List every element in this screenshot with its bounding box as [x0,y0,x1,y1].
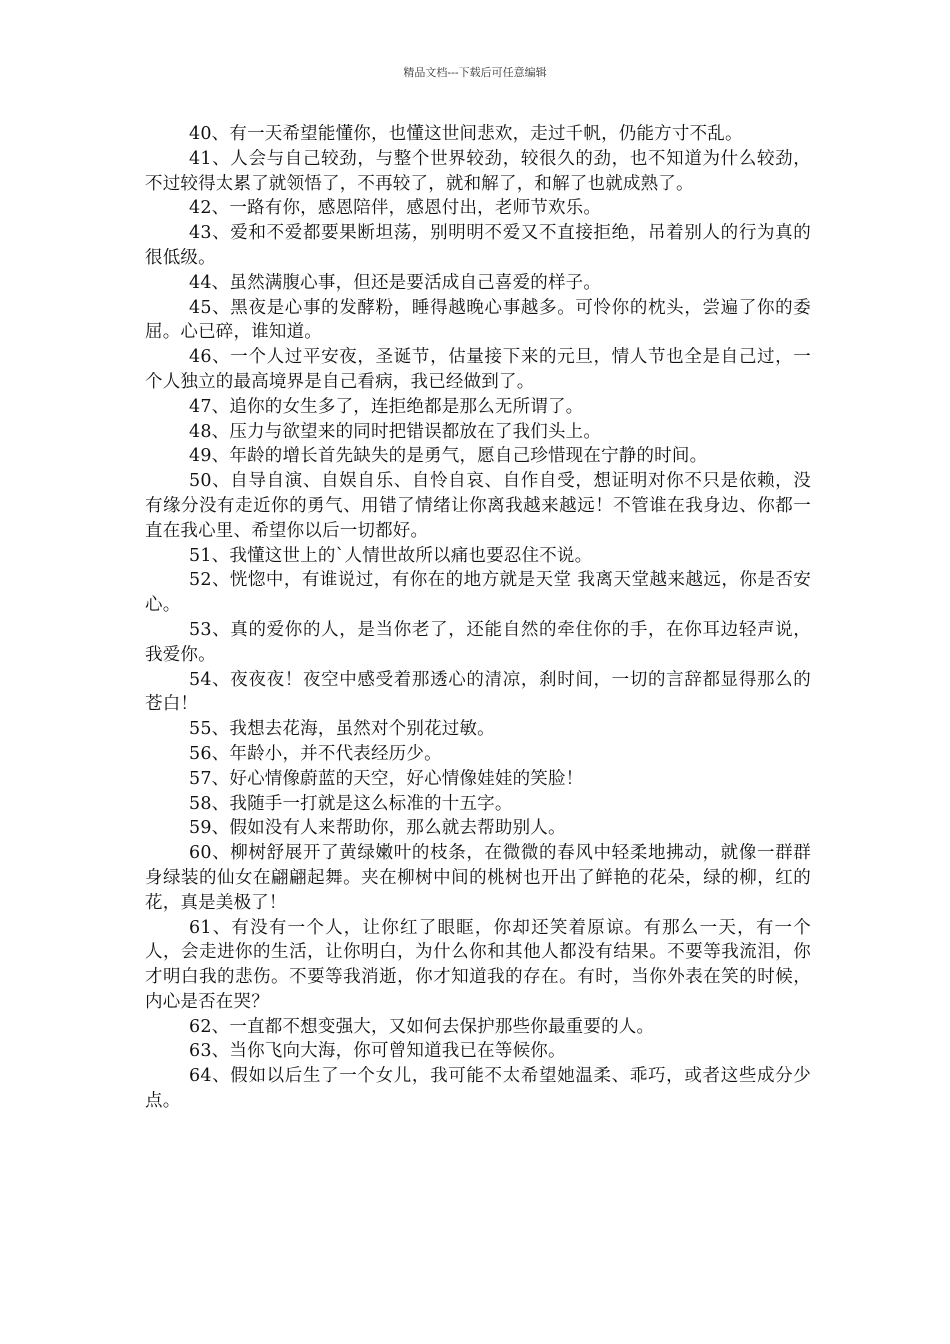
paragraph: 43、爱和不爱都要果断坦荡，别明明不爱又不直接拒绝，吊着别人的行为真的很低级。 [145,223,811,268]
paragraph: 48、压力与欲望来的同时把错误都放在了我们头上。 [189,421,602,442]
document-body [145,122,811,1114]
paragraph: 52、恍惚中，有谁说过，有你在的地方就是天堂 我离天堂越来越远，你是否安心。 [145,570,811,616]
paragraph: 64、假如以后生了一个女儿，我可能不太希望她温柔、乖巧，或者这些成分少点。 [145,1066,811,1112]
paragraph: 63、当你飞向大海，你可曾知道我已在等候你。 [189,1041,566,1062]
paragraph: 40、有一天希望能懂你，也懂这世间悲欢，走过千帆，仍能方寸不乱。 [189,124,743,144]
paragraph: 60、柳树舒展开了黄绿嫩叶的枝条，在微微的春风中轻柔地拂动，就像一群群身绿装的仙女在翩翩起舞。夹在柳树中间的桃树也开出了鲜艳的花朵，绿的柳，红的花，真是美极了！ [145,843,811,913]
paragraph: 58、我随手一打就是这么标准的十五字。 [189,793,513,814]
paragraph: 45、黑夜是心事的发酵粉，睡得越晚心事越多。可怜你的枕头，尝遍了你的委屈。心已碎，谁知道。 [145,297,811,343]
page-header: 精品文档---下载后可任意编辑 [403,66,547,79]
paragraph: 51、我懂这世上的`人情世故所以痛也要忍住不说。 [189,545,593,566]
paragraph: 57、好心情像蔚蓝的天空，好心情像娃娃的笑脸！ [189,768,584,789]
paragraph: 41、人会与自己较劲，与整个世界较劲，较很久的劲，也不知道为什么较劲，不过较得太累了就领悟了，不再较了，就和解了，和解了也就成熟了。 [145,148,811,194]
paragraph: 50、自导自演、自娱自乐、自怜自哀、自作自受，想证明对你不只是依赖，没有缘分没有走近你的勇气、用错了情绪让你离我越来越远！不管谁在我身边、你都一直在我心里、希望你以后一切都好。 [145,471,811,541]
paragraph: 54、夜夜夜！夜空中感受着那透心的清凉，刹时间，一切的言辞都显得那么的苍白！ [145,669,811,715]
paragraph: 55、我想去花海，虽然对个别花过敏。 [189,719,495,740]
paragraph: 61、有没有一个人，让你红了眼眶，你却还笑着原谅。有那么一天，有一个人，会走进你的生活，让你明白，为什么你和其他人都没有结果。不要等我流泪，你才明白我的悲伤。不要等我消逝，你才知道我的存在。有时，当你外表在笑的时候，内心是否在哭？ [145,917,811,1012]
paragraph: 42、一路有你，感恩陪伴，感恩付出，老师节欢乐。 [189,198,602,219]
paragraph: 44、虽然满腹心事，但还是要活成自己喜爱的样子。 [189,272,602,293]
paragraph: 56、年龄小，并不代表经历少。 [189,743,442,764]
paragraph: 46、一个人过平安夜，圣诞节，估量接下来的元旦，情人节也全是自己过，一个人独立的最高境界是自己看病，我已经做到了。 [145,347,811,392]
paragraph: 62、一直都不想变强大，又如何去保护那些你最重要的人。 [189,1016,655,1037]
paragraph: 59、假如没有人来帮助你，那么就去帮助别人。 [189,818,566,839]
paragraph: 47、追你的女生多了，连拒绝都是那么无所谓了。 [189,396,584,417]
paragraph: 49、年龄的增长首先缺失的是勇气，愿自己珍惜现在宁静的时间。 [189,446,708,467]
paragraph: 53、真的爱你的人，是当你老了，还能自然的牵住你的手，在你耳边轻声说，我爱你。 [145,619,811,665]
